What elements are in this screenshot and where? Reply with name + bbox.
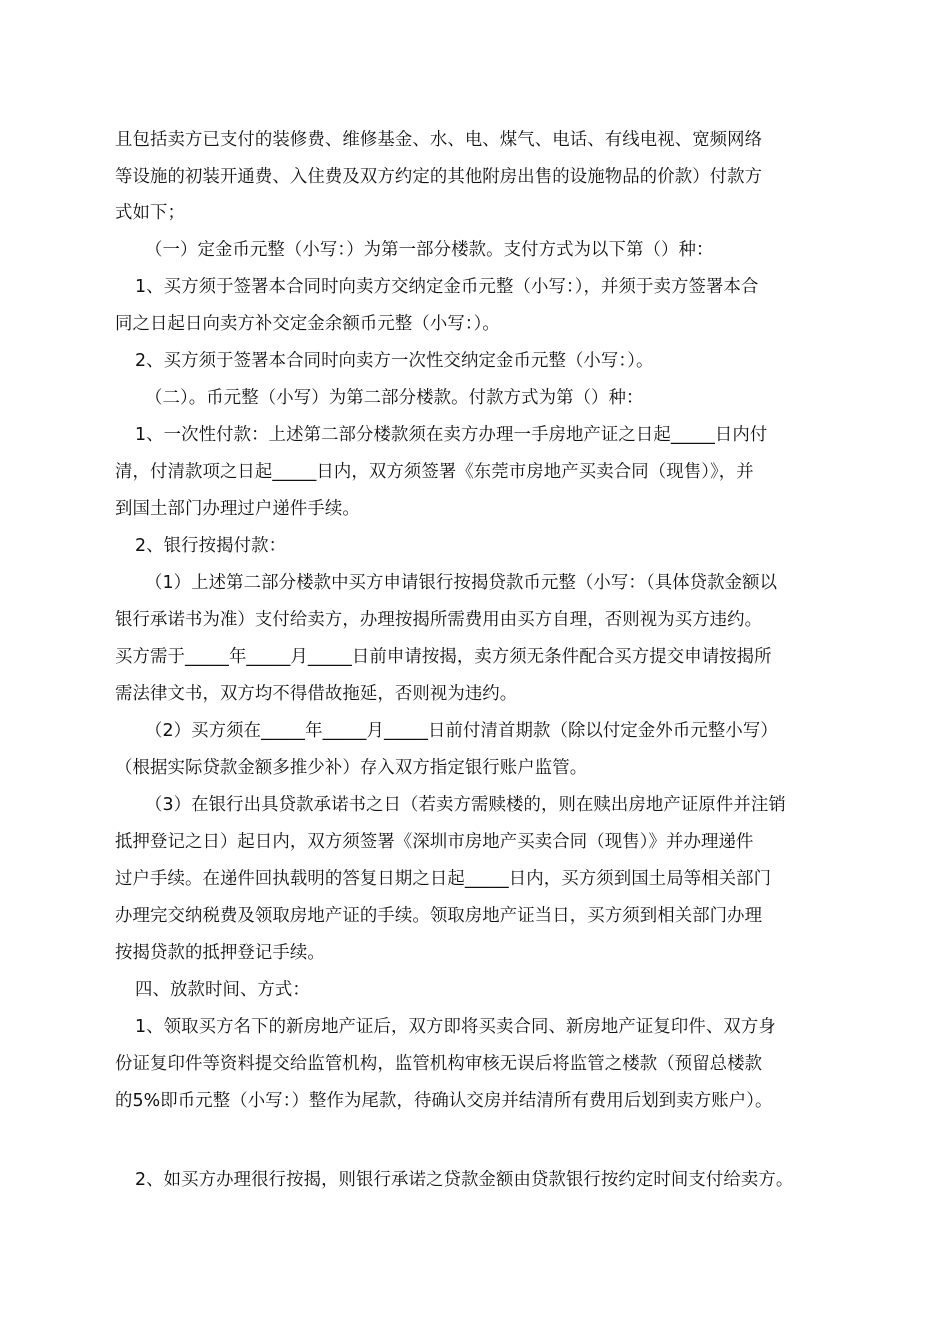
text-line-11: 到国土部门办理过户递件手续。 <box>115 499 360 519</box>
text-line-19: （3）在银行出具贷款承诺书之日（若卖方需赎楼的，则在赎出房地产证原件并注销 <box>145 795 786 815</box>
text-line-27: 的5%即币元整（小写：）整作为尾款，待确认交房并结清所有费用后划到卖方账户）。 <box>115 1091 773 1111</box>
text-line-26: 份证复印件等资料提交给监管机构，监管机构审核无误后将监管之楼款（预留总楼款 <box>115 1054 763 1074</box>
text-line-16: 需法律文书，双方均不得借故拖延，否则视为违约。 <box>115 684 518 704</box>
text-line-6: 同之日起日向卖方补交定金余额币元整（小写：）。 <box>115 314 500 334</box>
text-line-8: （二）。币元整（小写）为第二部分楼款。付款方式为第（）种： <box>145 388 644 408</box>
text-line-3: 式如下； <box>115 203 185 223</box>
text-line-24: 四、放款时间、方式： <box>135 980 310 1000</box>
text-line-17: （2）买方须在_____年_____月_____日前付清首期款（除以付定金外币元整小写） <box>145 721 778 741</box>
text-line-22: 办理完交纳税费及领取房地产证的手续。领取房地产证当日，买方须到相关部门办理 <box>115 906 763 926</box>
text-line-5: 1、买方须于签署本合同时向卖方交纳定金币元整（小写：），并须于卖方签署本合 <box>135 277 759 297</box>
text-line-2: 等设施的初装开通费、入住费及双方约定的其他附房出售的设施物品的价款）付款方 <box>115 167 763 187</box>
text-line-9: 1、一次性付款：上述第二部分楼款须在卖方办理一手房地产证之日起_____日内付 <box>135 425 768 445</box>
text-line-23: 按揭贷款的抵押登记手续。 <box>115 943 325 963</box>
text-line-21: 过户手续。在递件回执载明的答复日期之日起_____日内，买方须到国土局等相关部门 <box>115 869 772 889</box>
text-line-20: 抵押登记之日）起日内，双方须签署《深圳市房地产买卖合同（现售）》并办理递件 <box>115 832 754 852</box>
text-line-13: （1）上述第二部分楼款中买方申请银行按揭贷款币元整（小写：（具体贷款金额以 <box>145 573 778 593</box>
text-line-18: （根据实际贷款金额多推少补）存入双方指定银行账户监管。 <box>115 758 588 778</box>
text-line-7: 2、买方须于签署本合同时向卖方一次性交纳定金币元整（小写：）。 <box>135 351 654 371</box>
text-line-28: 2、如买方办理很行按揭，则银行承诺之贷款金额由贷款银行按约定时间支付给卖方。 <box>135 1170 794 1190</box>
text-line-15: 买方需于_____年_____月_____日前申请按揭，卖方须无条件配合买方提交申请按揭所 <box>115 647 772 667</box>
text-line-12: 2、银行按揭付款： <box>135 536 287 556</box>
text-line-10: 清，付清款项之日起_____日内，双方须签署《东莞市房地产买卖合同（现售）》，并 <box>115 462 754 482</box>
text-line-14: 银行承诺书为准）支付给卖方，办理按揭所需费用由买方自理，否则视为买方违约。 <box>115 610 763 630</box>
text-line-25: 1、领取买方名下的新房地产证后，双方即将买卖合同、新房地产证复印件、双方身 <box>135 1017 776 1037</box>
text-line-4: （一）定金币元整（小写：）为第一部分楼款。支付方式为以下第（）种： <box>145 240 714 260</box>
text-line-1: 且包括卖方已支付的装修费、维修基金、水、电、煤气、电话、有线电视、宽频网络 <box>115 130 763 150</box>
